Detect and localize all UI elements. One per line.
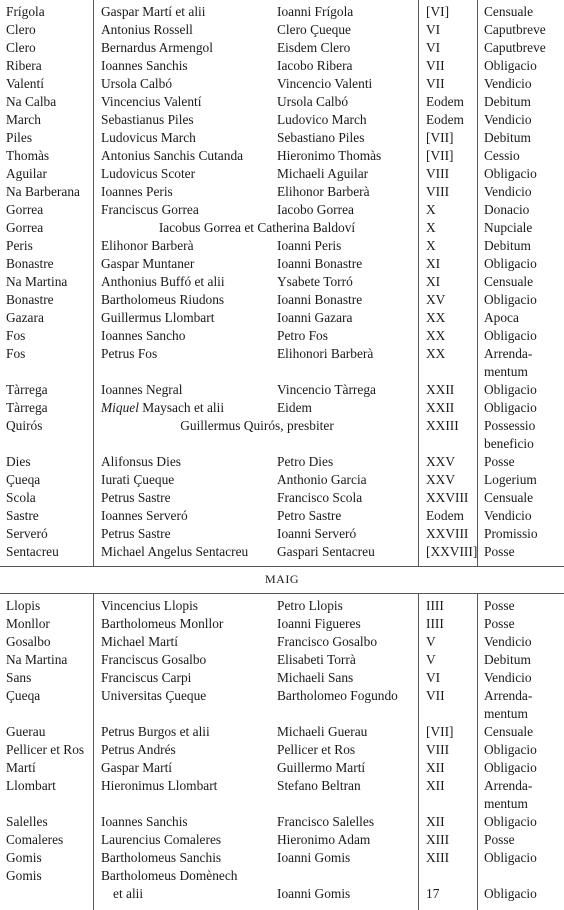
table-row — [0, 75, 564, 93]
entry-grantee: Ioanni Gomis — [277, 850, 351, 865]
entry-type: Obligacio — [484, 742, 537, 757]
table-row — [0, 687, 564, 723]
entry-grantee: Ioanni Figueres — [277, 616, 361, 631]
entry-type: Logerium — [484, 472, 537, 487]
entry-type-continued: mentum — [484, 796, 528, 811]
section-rule — [0, 566, 564, 567]
table-row — [0, 129, 564, 147]
entry-grantee: Ioanni Peris — [277, 238, 342, 253]
entry-grantee: Francisco Salelles — [277, 814, 375, 829]
entry-grantor: Ioannes Sancho — [101, 328, 186, 343]
table-row — [0, 21, 564, 39]
entry-grantee: Pellicer et Ros — [277, 742, 356, 757]
entry-surname: Scola — [6, 490, 36, 505]
entry-date: V — [426, 634, 436, 649]
entry-grantor: Vincencius Llopis — [101, 598, 199, 613]
entry-grantee: Michaeli Aguilar — [277, 166, 369, 181]
entry-type-continued: mentum — [484, 364, 528, 379]
entry-grantor: Petrus Sastre — [101, 490, 171, 505]
entry-surname: Na Calba — [6, 94, 57, 109]
table-row — [0, 381, 564, 399]
entry-date: XX — [426, 328, 446, 343]
entry-grantor-continued: et alii — [113, 886, 144, 901]
entry-grantee: Francisco Gosalbo — [277, 634, 378, 649]
entry-grantee: Bartholomeo Fogundo — [277, 688, 398, 703]
table-row — [0, 525, 564, 543]
table-row — [0, 291, 564, 309]
entry-surname: Tàrrega — [6, 400, 48, 415]
entry-grantor: Petrus Burgos et alii — [101, 724, 210, 739]
entry-grantor: Ioannes Negral — [101, 382, 183, 397]
table-row — [0, 813, 564, 831]
table-row — [0, 867, 564, 903]
entry-grantee: Petro Sastre — [277, 508, 342, 523]
entry-surname: Clero — [6, 40, 36, 55]
entry-grantee: Ioanni Gazara — [277, 310, 353, 325]
entry-surname: Çueqa — [6, 472, 41, 487]
entry-surname: Bonastre — [6, 256, 54, 271]
entry-grantee: Sebastiano Piles — [277, 130, 365, 145]
entry-grantee: Vincencio Valenti — [277, 76, 373, 91]
entry-grantee: Hieronimo Thomàs — [277, 148, 382, 163]
entry-date: XX — [426, 310, 446, 325]
entry-date: VII — [426, 58, 445, 73]
entry-type: Posse — [484, 616, 515, 631]
table-row — [0, 489, 564, 507]
entry-date: XXII — [426, 382, 455, 397]
entry-date: VIII — [426, 184, 450, 199]
entry-surname: Llombart — [6, 778, 56, 793]
entry-type: Obligacio — [484, 58, 537, 73]
entry-surname: Tàrrega — [6, 382, 48, 397]
entry-grantee: Petro Dies — [277, 454, 334, 469]
entry-surname: Monllor — [6, 616, 50, 631]
entry-grantee: Ursola Calbó — [277, 94, 349, 109]
entry-date: XXVIII — [426, 526, 469, 541]
entry-type: Arrenda- — [484, 688, 533, 703]
entry-grantee: Petro Fos — [277, 328, 328, 343]
table-row — [0, 147, 564, 165]
table-row — [0, 57, 564, 75]
entry-grantor: Antonius Sanchis Cutanda — [101, 148, 244, 163]
entry-type: Nupciale — [484, 220, 533, 235]
entry-date: Eodem — [426, 112, 464, 127]
entry-type: Possessio — [484, 418, 536, 433]
table-row — [0, 183, 564, 201]
entry-type: Vendicio — [484, 112, 532, 127]
entry-grantor: Gaspar Martí — [101, 760, 173, 775]
entry-date: VI — [426, 670, 441, 685]
table-row — [0, 615, 564, 633]
entry-date: V — [426, 652, 436, 667]
entry-type: Vendicio — [484, 184, 532, 199]
table-row — [0, 237, 564, 255]
table-row — [0, 93, 564, 111]
table-row — [0, 471, 564, 489]
entry-type: Posse — [484, 598, 515, 613]
entry-date: VI — [426, 40, 441, 55]
entry-type: Obligacio — [484, 850, 537, 865]
entry-grantee: Ioanni Bonastre — [277, 292, 363, 307]
entry-date: X — [426, 220, 436, 235]
entry-type: Obligacio — [484, 382, 537, 397]
entry-date: 17 — [426, 886, 440, 901]
table-row — [0, 255, 564, 273]
entry-date: VI — [426, 22, 441, 37]
entry-grantor: Petrus Fos — [101, 346, 158, 361]
entry-surname: Comaleres — [6, 832, 64, 847]
entry-surname: Quirós — [6, 418, 43, 433]
entry-grantor: Ursola Calbó — [101, 76, 173, 91]
entry-type: Caputbreve — [484, 22, 546, 37]
table-row — [0, 777, 564, 813]
entry-grantee: Gaspari Sentacreu — [277, 544, 375, 559]
entry-date: XII — [426, 778, 445, 793]
entry-grantor: Franciscus Carpi — [101, 670, 192, 685]
entry-grantor: Franciscus Gorrea — [101, 202, 199, 217]
entry-grantor: Ludovicus Scoter — [101, 166, 196, 181]
entry-type: Debitum — [484, 652, 531, 667]
entry-grantor: Anthonius Buffó et alii — [101, 274, 225, 289]
entry-grantee: Ioanni Frígola — [277, 4, 354, 19]
entry-type: Vendicio — [484, 670, 532, 685]
entry-date: X — [426, 238, 436, 253]
table-row — [0, 831, 564, 849]
entry-type: Arrenda- — [484, 778, 533, 793]
entry-grantee: Elihonor Barberà — [277, 184, 370, 199]
section-rule — [0, 593, 564, 594]
entry-type: Posse — [484, 454, 515, 469]
entry-grantor: Ludovicus March — [101, 130, 196, 145]
entry-surname: Serveró — [6, 526, 48, 541]
table-row — [0, 633, 564, 651]
table-row — [0, 453, 564, 471]
entry-date: [XXVIII] — [426, 544, 478, 559]
entry-grantor: Michael Angelus Sentacreu — [101, 544, 249, 559]
entry-grantor: Iurati Çueque — [101, 472, 175, 487]
entry-surname: Ribera — [6, 58, 42, 73]
entry-date: XXVIII — [426, 490, 469, 505]
entry-type: Censuale — [484, 4, 534, 19]
entry-surname: Na Barberana — [6, 184, 80, 199]
entry-date: X — [426, 202, 436, 217]
entry-surname: Gorrea — [6, 220, 44, 235]
table-row — [0, 327, 564, 345]
entry-grantor: Antonius Rossell — [101, 22, 193, 37]
entry-grantee: Michaeli Guerau — [277, 724, 368, 739]
entry-grantor: Alifonsus Dies — [101, 454, 181, 469]
entry-type: Cessio — [484, 148, 520, 163]
entry-grantor: Guillermus Llombart — [101, 310, 215, 325]
entry-type: Vendicio — [484, 634, 532, 649]
table-row — [0, 399, 564, 417]
entry-grantee: Ludovico March — [277, 112, 367, 127]
table-row — [0, 651, 564, 669]
entry-surname: Gosalbo — [6, 634, 51, 649]
entry-date: XII — [426, 760, 445, 775]
entry-date: XIII — [426, 832, 450, 847]
table-row — [0, 201, 564, 219]
entry-date: XXII — [426, 400, 455, 415]
entry-date: [VI] — [426, 4, 450, 19]
entry-parties: Guillermus Quirós, presbiter — [180, 418, 334, 433]
entry-type: Obligacio — [484, 256, 537, 271]
table-row — [0, 111, 564, 129]
table-row — [0, 417, 564, 453]
entry-date: IIII — [426, 598, 444, 613]
entry-surname: Pellicer et Ros — [6, 742, 85, 757]
entry-date: XXV — [426, 472, 456, 487]
entry-type: Obligacio — [484, 814, 537, 829]
entry-type: Apoca — [484, 310, 519, 325]
entry-grantor: Vincencius Valentí — [101, 94, 202, 109]
table-row — [0, 543, 564, 561]
entry-grantor: Universitas Çueque — [101, 688, 207, 703]
table-row — [0, 165, 564, 183]
entry-grantee: Vincencio Tàrrega — [277, 382, 376, 397]
entry-grantee: Elihonori Barberà — [277, 346, 374, 361]
entry-surname: Çueqa — [6, 688, 41, 703]
entry-type: Debitum — [484, 130, 531, 145]
entry-grantor: Elihonor Barberà — [101, 238, 194, 253]
entry-grantee: Elisabeti Torrà — [277, 652, 356, 667]
entry-type: Obligacio — [484, 400, 537, 415]
entry-grantor: Miquel Maysach et alii — [101, 400, 225, 415]
entry-grantor: Petrus Sastre — [101, 526, 171, 541]
entry-grantee: Eidem — [277, 400, 312, 415]
entry-date: [VII] — [426, 724, 454, 739]
entry-surname: Guerau — [6, 724, 46, 739]
entry-type: Vendicio — [484, 76, 532, 91]
entry-type-continued: mentum — [484, 706, 528, 721]
entry-date: Eodem — [426, 508, 464, 523]
entry-type: Posse — [484, 832, 515, 847]
entry-date: XV — [426, 292, 446, 307]
entry-grantor: Petrus Andrés — [101, 742, 176, 757]
table-row — [0, 669, 564, 687]
entry-surname: Sans — [6, 670, 32, 685]
entry-date: XX — [426, 346, 446, 361]
entry-surname: Aguilar — [6, 166, 47, 181]
entry-surname: Gazara — [6, 310, 44, 325]
entry-grantee: Anthonio Garcia — [277, 472, 367, 487]
entry-grantee: Francisco Scola — [277, 490, 363, 505]
entry-type: Arrenda- — [484, 346, 533, 361]
entry-surname: Gorrea — [6, 202, 44, 217]
table-row — [0, 849, 564, 867]
entry-grantee: Ioanni Serveró — [277, 526, 357, 541]
entry-date: VII — [426, 688, 445, 703]
entry-grantor: Gaspar Martí et alii — [101, 4, 206, 19]
table-row — [0, 3, 564, 21]
entry-grantor: Ioannes Serveró — [101, 508, 188, 523]
entry-surname: Frígola — [6, 4, 45, 19]
table-row — [0, 219, 564, 237]
entry-grantee: Iacobo Ribera — [277, 58, 353, 73]
entry-type: Donacio — [484, 202, 530, 217]
entry-surname: Clero — [6, 22, 36, 37]
entry-date: XXV — [426, 454, 456, 469]
entry-type: Caputbreve — [484, 40, 546, 55]
entry-date: VIII — [426, 742, 450, 757]
entry-grantor: Bartholomeus Sanchis — [101, 850, 222, 865]
entry-surname: Na Martina — [6, 652, 68, 667]
entry-surname: Gomis — [6, 850, 42, 865]
entry-type: Debitum — [484, 94, 531, 109]
entry-grantee: Petro Llopis — [277, 598, 343, 613]
entry-surname: Fos — [6, 346, 26, 361]
entry-surname: Gomis — [6, 868, 42, 883]
entry-date: IIII — [426, 616, 444, 631]
entry-date: Eodem — [426, 94, 464, 109]
table-row — [0, 345, 564, 381]
entry-type: Obligacio — [484, 292, 537, 307]
entry-type: Promissio — [484, 526, 538, 541]
entry-grantor: Sebastianus Piles — [101, 112, 194, 127]
entry-date: XXIII — [426, 418, 459, 433]
entry-surname: Llopis — [6, 598, 41, 613]
entry-grantor: Ioannes Peris — [101, 184, 173, 199]
entry-grantee: Michaeli Sans — [277, 670, 354, 685]
entry-type: Vendicio — [484, 508, 532, 523]
table-row — [0, 741, 564, 759]
table-row — [0, 759, 564, 777]
entry-grantor: Hieronimus Llombart — [101, 778, 218, 793]
entry-surname: Peris — [6, 238, 33, 253]
entry-date: XII — [426, 814, 445, 829]
entry-grantor: Michael Martí — [101, 634, 178, 649]
entry-surname: Thomàs — [6, 148, 50, 163]
entry-surname: Piles — [6, 130, 33, 145]
entry-date: [VII] — [426, 148, 454, 163]
entry-grantor: Bartholomeus Domènech — [101, 868, 238, 883]
entry-type: Obligacio — [484, 166, 537, 181]
entry-type: Obligacio — [484, 328, 537, 343]
entry-type: Censuale — [484, 274, 534, 289]
entry-grantee: Ioanni Bonastre — [277, 256, 363, 271]
entry-grantor: Bartholomeus Riudons — [101, 292, 225, 307]
entry-date: VIII — [426, 166, 450, 181]
entry-grantee: Eisdem Clero — [277, 40, 351, 55]
entry-type: Censuale — [484, 724, 534, 739]
table-row — [0, 507, 564, 525]
entry-grantee: Guillermo Martí — [277, 760, 366, 775]
entry-surname: Na Martina — [6, 274, 68, 289]
entry-grantor: Laurencius Comaleres — [101, 832, 222, 847]
entry-surname: Dies — [6, 454, 31, 469]
entry-date: XIII — [426, 850, 450, 865]
entry-grantor: Bartholomeus Monllor — [101, 616, 224, 631]
entry-type: Censuale — [484, 490, 534, 505]
entry-surname: March — [6, 112, 41, 127]
entry-surname: Fos — [6, 328, 26, 343]
entry-grantee: Ioanni Gomis — [277, 886, 351, 901]
entry-surname: Bonastre — [6, 292, 54, 307]
table-row — [0, 309, 564, 327]
entry-parties: Iacobus Gorrea et Catherina Baldoví — [158, 220, 356, 235]
table-row — [0, 273, 564, 291]
entry-type: Debitum — [484, 238, 531, 253]
entry-grantor: Franciscus Gosalbo — [101, 652, 207, 667]
entry-date: VII — [426, 76, 445, 91]
entry-surname: Salelles — [6, 814, 48, 829]
entry-grantor: Gaspar Muntaner — [101, 256, 195, 271]
entry-date: XI — [426, 274, 441, 289]
entry-date: XI — [426, 256, 441, 271]
month-heading: MAIG — [265, 572, 299, 586]
entry-date: [VII] — [426, 130, 454, 145]
table-row — [0, 723, 564, 741]
entry-type: Posse — [484, 544, 515, 559]
entry-type-continued: beneficio — [484, 436, 534, 451]
entry-grantor: Bernardus Armengol — [101, 40, 213, 55]
entry-grantor: Ioannes Sanchis — [101, 58, 188, 73]
entry-surname: Sentacreu — [6, 544, 59, 559]
entry-grantor: Ioannes Sanchis — [101, 814, 188, 829]
entry-surname: Valentí — [6, 76, 44, 91]
table-row — [0, 597, 564, 615]
entry-grantee: Stefano Beltran — [277, 778, 361, 793]
entry-grantee: Ysabete Torró — [277, 274, 353, 289]
table-row — [0, 39, 564, 57]
entry-type: Obligacio — [484, 760, 537, 775]
entry-grantee: Hieronimo Adam — [277, 832, 371, 847]
entry-type: Obligacio — [484, 886, 537, 901]
entry-grantee: Iacobo Gorrea — [277, 202, 354, 217]
entry-surname: Martí — [6, 760, 36, 775]
entry-grantee: Clero Çueque — [277, 22, 352, 37]
entry-surname: Sastre — [6, 508, 39, 523]
